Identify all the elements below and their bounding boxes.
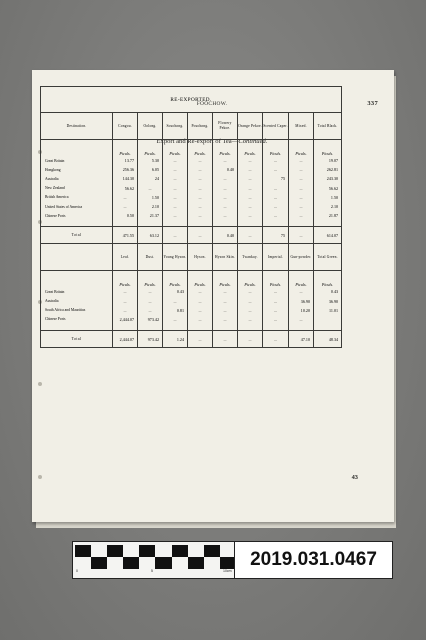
unit-label: Piculs. <box>263 271 289 288</box>
value-cell: 0.50 <box>113 211 138 220</box>
value-cell: ... <box>113 193 138 202</box>
column-header: Orange Pekoe. <box>238 113 263 140</box>
value-cell: ... <box>188 306 213 315</box>
value-cell: ... <box>263 202 289 211</box>
total-value: ... <box>163 227 188 244</box>
value-cell: ... <box>263 184 289 193</box>
unit-label: Piculs. <box>113 140 138 157</box>
value-cell: ... <box>289 193 314 202</box>
total-row <box>41 331 342 348</box>
value-cell: ... <box>213 202 238 211</box>
column-header: Total Green. <box>314 244 342 271</box>
scale-square <box>139 557 155 569</box>
value-cell: 13.77 <box>113 156 138 165</box>
value-cell: 2.10 <box>314 202 342 211</box>
value-cell: 1.50 <box>314 193 342 202</box>
scale-square <box>123 557 139 569</box>
value-cell: 2,444.07 <box>113 315 138 324</box>
value-cell: ... <box>188 156 213 165</box>
unit-label: Piculs. <box>138 140 163 157</box>
unit-label: Piculs. <box>238 271 263 288</box>
value-cell: ... <box>163 315 188 324</box>
column-header: Imperial. <box>263 244 289 271</box>
table-row <box>41 165 342 174</box>
scale-label-end: 10cm <box>223 569 232 573</box>
total-value: ... <box>188 227 213 244</box>
value-cell: ... <box>163 165 188 174</box>
total-label: Total <box>41 331 113 348</box>
total-row <box>41 227 342 244</box>
total-value: 63.12 <box>138 227 163 244</box>
value-cell: ... <box>263 193 289 202</box>
value-cell: ... <box>238 165 263 174</box>
table-row <box>41 156 342 165</box>
unit-label: Piculs. <box>163 140 188 157</box>
value-cell: ... <box>213 315 238 324</box>
destination-cell: Australia <box>45 299 59 304</box>
value-cell: ... <box>289 202 314 211</box>
value-cell: 1.50 <box>138 193 163 202</box>
value-cell: ... <box>238 315 263 324</box>
column-header: Gun-powder. <box>289 244 314 271</box>
scale-square <box>204 557 220 569</box>
color-scale-bar <box>72 541 239 579</box>
scale-label-start: 0 <box>76 569 78 573</box>
unit-label: Piculs. <box>263 140 289 157</box>
column-header: Congou. <box>113 113 138 140</box>
destination-cell: Great Britain <box>45 158 65 163</box>
destination-cell: Chinese Ports <box>45 213 66 218</box>
page-number: 337 <box>367 100 378 107</box>
value-cell: ... <box>163 202 188 211</box>
value-cell: 262.81 <box>314 165 342 174</box>
value-cell: 36.90 <box>289 297 314 306</box>
value-cell: ... <box>238 156 263 165</box>
destination-cell: United States of America <box>45 204 83 209</box>
value-cell: ... <box>138 287 163 296</box>
accession-label: 2019.031.0467 <box>234 541 393 579</box>
scale-square <box>155 557 171 569</box>
value-cell: ... <box>113 297 138 306</box>
scale-square <box>204 545 220 557</box>
binding-hole <box>38 475 42 479</box>
table-row <box>41 184 342 193</box>
scale-label-mid: 5 <box>151 569 153 573</box>
value-cell: ... <box>163 174 188 183</box>
value-cell: ... <box>263 211 289 220</box>
value-cell: ... <box>188 202 213 211</box>
caption-text: Export and Re-export of Tea— <box>156 138 239 145</box>
unit-label: Piculs. <box>238 140 263 157</box>
destination-cell: South Africa and Mauritius <box>45 308 86 313</box>
table-row <box>41 297 342 306</box>
value-cell: 56.62 <box>113 184 138 193</box>
column-header-row <box>41 244 342 271</box>
units-row <box>41 140 342 157</box>
scale-square <box>188 545 204 557</box>
total-value: 47.10 <box>289 331 314 348</box>
destination-cell: Great Britain <box>45 289 65 294</box>
value-cell: ... <box>213 297 238 306</box>
scale-square <box>107 557 123 569</box>
value-cell: 0.81 <box>163 306 188 315</box>
value-cell <box>314 315 342 324</box>
total-value: 614.07 <box>314 227 342 244</box>
footer-number: 43 <box>351 474 358 481</box>
value-cell: 21.87 <box>314 211 342 220</box>
value-cell: ... <box>213 184 238 193</box>
value-cell: ... <box>188 165 213 174</box>
column-header: Total Black. <box>314 113 342 140</box>
unit-label: Piculs. <box>213 271 238 288</box>
value-cell: ... <box>213 174 238 183</box>
table-banner: RE-EXPORTED. <box>41 87 342 113</box>
column-header: Dust. <box>138 244 163 271</box>
value-cell: 6.05 <box>138 165 163 174</box>
value-cell: ... <box>188 211 213 220</box>
value-cell: ... <box>138 184 163 193</box>
scale-square <box>123 545 139 557</box>
binding-hole <box>38 382 42 386</box>
running-head: FOOCHOW. <box>196 101 228 107</box>
value-cell: 56.62 <box>314 184 342 193</box>
column-header: Oolong. <box>138 113 163 140</box>
total-value: ... <box>213 331 238 348</box>
value-cell: ... <box>238 211 263 220</box>
unit-label: Piculs. <box>213 140 238 157</box>
value-cell: 21.37 <box>138 211 163 220</box>
value-cell: ... <box>113 202 138 211</box>
value-cell: 144.30 <box>113 174 138 183</box>
value-cell: 2.10 <box>138 202 163 211</box>
scale-square <box>172 557 188 569</box>
table-row <box>41 306 342 315</box>
value-cell: ... <box>188 184 213 193</box>
scale-square <box>91 557 107 569</box>
destination-cell: Australia <box>45 176 59 181</box>
table-row <box>41 287 342 296</box>
value-cell: 243.30 <box>314 174 342 183</box>
scale-square <box>172 545 188 557</box>
destination-cell: Hongkong <box>45 167 61 172</box>
total-value: ... <box>263 331 289 348</box>
scale-square <box>155 545 171 557</box>
destination-cell: New Zealand <box>45 186 65 191</box>
scale-square <box>75 557 91 569</box>
unit-label: Piculs. <box>113 271 138 288</box>
unit-label: Piculs. <box>163 271 188 288</box>
total-value: 75 <box>263 227 289 244</box>
value-cell: 0.43 <box>163 287 188 296</box>
value-cell: ... <box>238 287 263 296</box>
unit-label: Piculs. <box>314 140 342 157</box>
value-cell: ... <box>163 211 188 220</box>
total-value: ... <box>238 331 263 348</box>
column-header: Leaf. <box>113 244 138 271</box>
value-cell: ... <box>213 211 238 220</box>
column-header: Flowery Pekoe. <box>213 113 238 140</box>
unit-label: Piculs. <box>289 140 314 157</box>
unit-label: Piculs. <box>188 140 213 157</box>
value-cell: ... <box>213 287 238 296</box>
total-value: 471.55 <box>113 227 138 244</box>
value-cell: ... <box>289 165 314 174</box>
destination-cell: British America <box>45 195 69 200</box>
table-row <box>41 193 342 202</box>
total-value: 48.34 <box>314 331 342 348</box>
value-cell: 75 <box>263 174 289 183</box>
value-cell: ... <box>188 315 213 324</box>
value-cell: ... <box>289 287 314 296</box>
value-cell: ... <box>238 202 263 211</box>
value-cell: ... <box>263 297 289 306</box>
total-value: ... <box>188 331 213 348</box>
scale-square <box>75 545 91 557</box>
scale-checkerboard <box>75 545 236 569</box>
scale-square <box>139 545 155 557</box>
value-cell: ... <box>238 297 263 306</box>
value-cell: 24 <box>138 174 163 183</box>
column-header-row <box>41 113 342 140</box>
column-header: Hyson Skin. <box>213 244 238 271</box>
value-cell: 36.90 <box>314 297 342 306</box>
caption-continued: Continued. <box>238 138 268 145</box>
tea-export-table <box>40 86 341 348</box>
total-value: 973.42 <box>138 331 163 348</box>
re-exported-table <box>40 86 342 348</box>
value-cell: ... <box>113 287 138 296</box>
value-cell: ... <box>289 211 314 220</box>
column-header: Pouchong. <box>188 113 213 140</box>
table-row <box>41 315 342 324</box>
total-value: ... <box>238 227 263 244</box>
column-header: Young Hyson. <box>163 244 188 271</box>
destination-cell: Chinese Ports <box>45 317 66 322</box>
value-cell: 5.30 <box>138 156 163 165</box>
value-cell: ... <box>138 297 163 306</box>
value-cell: 0.43 <box>314 287 342 296</box>
scale-square <box>188 557 204 569</box>
value-cell: ... <box>289 315 314 324</box>
column-header: Hyson. <box>188 244 213 271</box>
value-cell: 973.42 <box>138 315 163 324</box>
scale-square <box>91 545 107 557</box>
table-row <box>41 211 342 220</box>
value-cell: ... <box>213 306 238 315</box>
unit-label: Piculs. <box>314 271 342 288</box>
column-header: Scented Caper. <box>263 113 289 140</box>
value-cell: ... <box>263 156 289 165</box>
value-cell: ... <box>213 156 238 165</box>
units-row <box>41 271 342 288</box>
value-cell: 10.20 <box>289 306 314 315</box>
value-cell: ... <box>188 287 213 296</box>
value-cell: ... <box>238 306 263 315</box>
value-cell: ... <box>163 193 188 202</box>
value-cell: ... <box>289 174 314 183</box>
value-cell: ... <box>163 184 188 193</box>
column-header <box>41 244 113 271</box>
value-cell: ... <box>213 193 238 202</box>
unit-label: Piculs. <box>138 271 163 288</box>
total-value: 0.40 <box>213 227 238 244</box>
value-cell: ... <box>163 297 188 306</box>
total-value: 1.24 <box>163 331 188 348</box>
value-cell: ... <box>263 306 289 315</box>
table-row <box>41 174 342 183</box>
column-header: Twankay. <box>238 244 263 271</box>
unit-label <box>41 271 113 288</box>
value-cell: ... <box>263 315 289 324</box>
scale-square <box>107 545 123 557</box>
unit-label: Piculs. <box>289 271 314 288</box>
value-cell: ... <box>113 306 138 315</box>
value-cell: ... <box>188 297 213 306</box>
column-header: Destination. <box>66 123 87 128</box>
total-value: ... <box>289 227 314 244</box>
total-value: 2,444.07 <box>113 331 138 348</box>
value-cell: ... <box>163 156 188 165</box>
column-header: Mixed. <box>289 113 314 140</box>
table-row <box>41 202 342 211</box>
value-cell: ... <box>138 306 163 315</box>
value-cell: ... <box>238 184 263 193</box>
unit-label <box>41 140 113 157</box>
value-cell: ... <box>263 287 289 296</box>
value-cell: 11.01 <box>314 306 342 315</box>
value-cell: 19.07 <box>314 156 342 165</box>
value-cell: ... <box>289 156 314 165</box>
value-cell: ... <box>188 174 213 183</box>
value-cell: 0.40 <box>213 165 238 174</box>
total-label: Total <box>41 227 113 244</box>
value-cell: ... <box>263 165 289 174</box>
value-cell: ... <box>238 193 263 202</box>
value-cell: ... <box>289 184 314 193</box>
value-cell: ... <box>238 174 263 183</box>
value-cell: ... <box>188 193 213 202</box>
value-cell: 256.36 <box>113 165 138 174</box>
column-header: Souchong. <box>163 113 188 140</box>
unit-label: Piculs. <box>188 271 213 288</box>
